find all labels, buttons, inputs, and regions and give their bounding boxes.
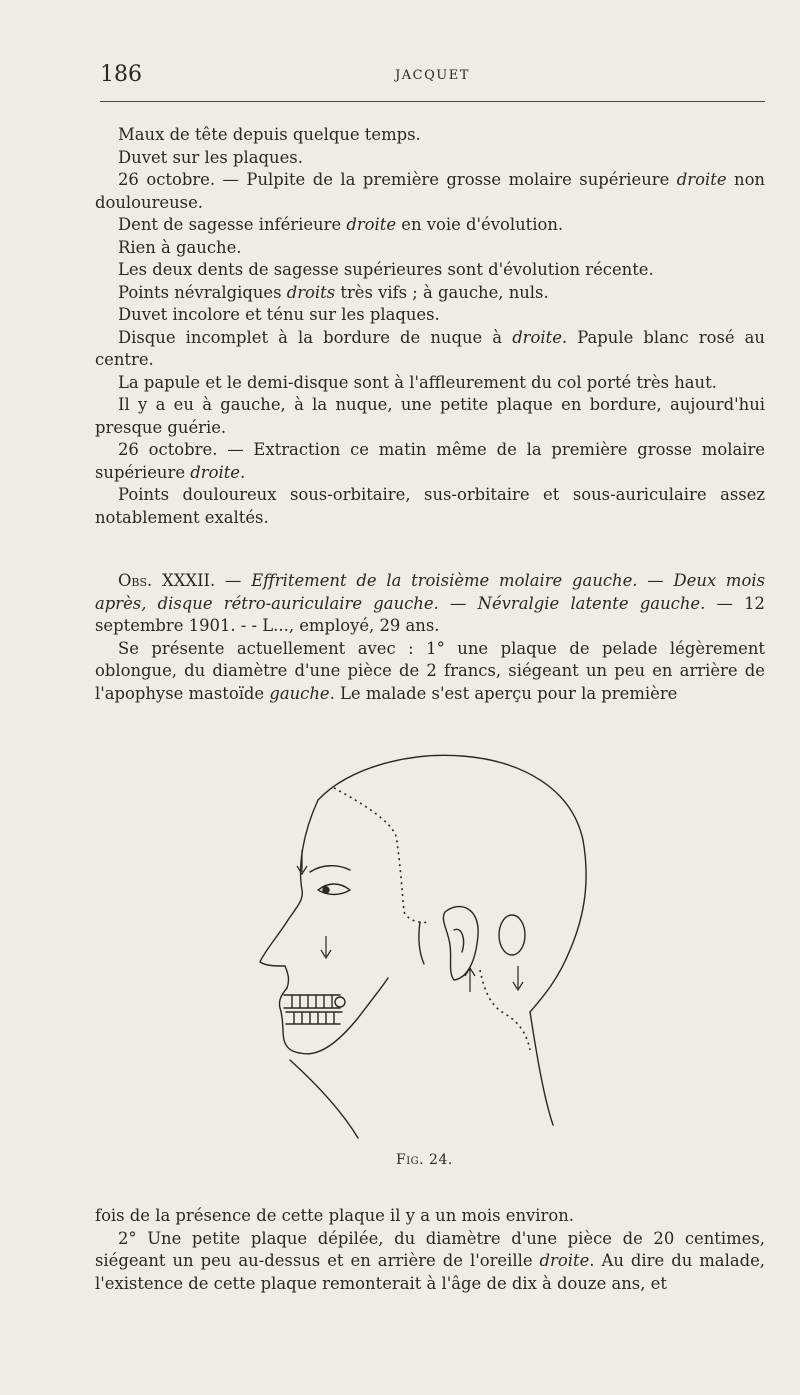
header-rule bbox=[100, 101, 765, 102]
brow bbox=[310, 866, 350, 872]
alopecia-patch bbox=[499, 915, 525, 955]
jaw-line bbox=[300, 978, 388, 1054]
head-profile-drawing bbox=[240, 740, 600, 1150]
paragraph: Se présente actuellement avec : 1° une plaque de pelade légèrement oblongue, du diamètre d'une pièce de 2 francs, siégeant un peu en arrière de l'apophyse mastoïde gauche. Le malade s'est aperçu pour la première bbox=[95, 638, 765, 703]
ear bbox=[443, 907, 478, 980]
paragraph: Points névralgiques droits très vifs ; à gauche, nuls. bbox=[118, 282, 549, 302]
paragraph: 26 octobre. — Pulpite de la première grosse molaire supérieure droite non douloureuse. bbox=[95, 170, 765, 212]
figure-caption: Fig. 24. bbox=[396, 1152, 453, 1168]
paragraph: La papule et le demi-disque sont à l'affleurement du col porté très haut. bbox=[118, 372, 717, 392]
paragraph: Points douloureux sous-orbitaire, sus-orbitaire et sous-auriculaire assez notablement exaltés. bbox=[95, 485, 765, 527]
dotted-hairline bbox=[334, 788, 430, 923]
nape-line bbox=[530, 1012, 553, 1125]
paragraph: Duvet incolore et ténu sur les plaques. bbox=[118, 305, 440, 324]
paragraph: Il y a eu à gauche, à la nuque, une petite plaque en bordure, aujourd'hui presque guérie. bbox=[95, 395, 765, 437]
paragraph: Dent de sagesse inférieure droite en voie d'évolution. bbox=[118, 215, 564, 234]
page-header bbox=[100, 62, 765, 92]
throat-line bbox=[290, 1060, 358, 1138]
paragraph: Disque incomplet à la bordure de nuque à droite. Papule blanc rosé au centre. bbox=[95, 327, 765, 369]
teeth bbox=[284, 995, 340, 1008]
arrow-supraorbital bbox=[297, 850, 307, 874]
arrow-retro-auricular bbox=[513, 966, 523, 990]
paragraph: 2° Une petite plaque dépilée, du diamètre d'une pièce de 20 centimes, siégeant un peu au-dessus et en arrière de l'oreille droite. Au dire du malade, l'existence de cette plaque remonterait à l'âge de dix à douze ans, et bbox=[95, 1228, 765, 1293]
paragraph: Les deux dents de sagesse supérieures sont d'évolution récente. bbox=[118, 260, 654, 279]
paragraph: Maux de tête depuis quelque temps. bbox=[118, 125, 421, 144]
arrow-infraorbital bbox=[321, 936, 331, 958]
paragraph: Rien à gauche. bbox=[118, 237, 242, 257]
skull-outline bbox=[318, 755, 586, 1012]
paragraph: fois de la présence de cette plaque il y a un mois environ. bbox=[95, 1206, 575, 1225]
paragraph: 26 octobre. — Extraction ce matin même de la première grosse molaire supérieure droite. bbox=[95, 440, 765, 482]
running-head: JACQUET bbox=[395, 68, 470, 83]
head-profile-figure bbox=[240, 740, 600, 1150]
text-block-3 bbox=[95, 1205, 765, 1295]
paragraph: Duvet sur les plaques. bbox=[118, 147, 303, 167]
text-block-1 bbox=[95, 124, 765, 529]
observation-heading: Obs. XXXII. — Effritement de la troisième molaire gauche. — Deux mois après, disque rétro-auriculaire gauche. — Névralgie latente gauche. — 12 septembre 1901. - - L..., employé, 29 ans. bbox=[95, 571, 765, 635]
face-profile bbox=[260, 800, 318, 988]
text-block-observation bbox=[95, 570, 765, 705]
page-number: 186 bbox=[100, 62, 142, 87]
